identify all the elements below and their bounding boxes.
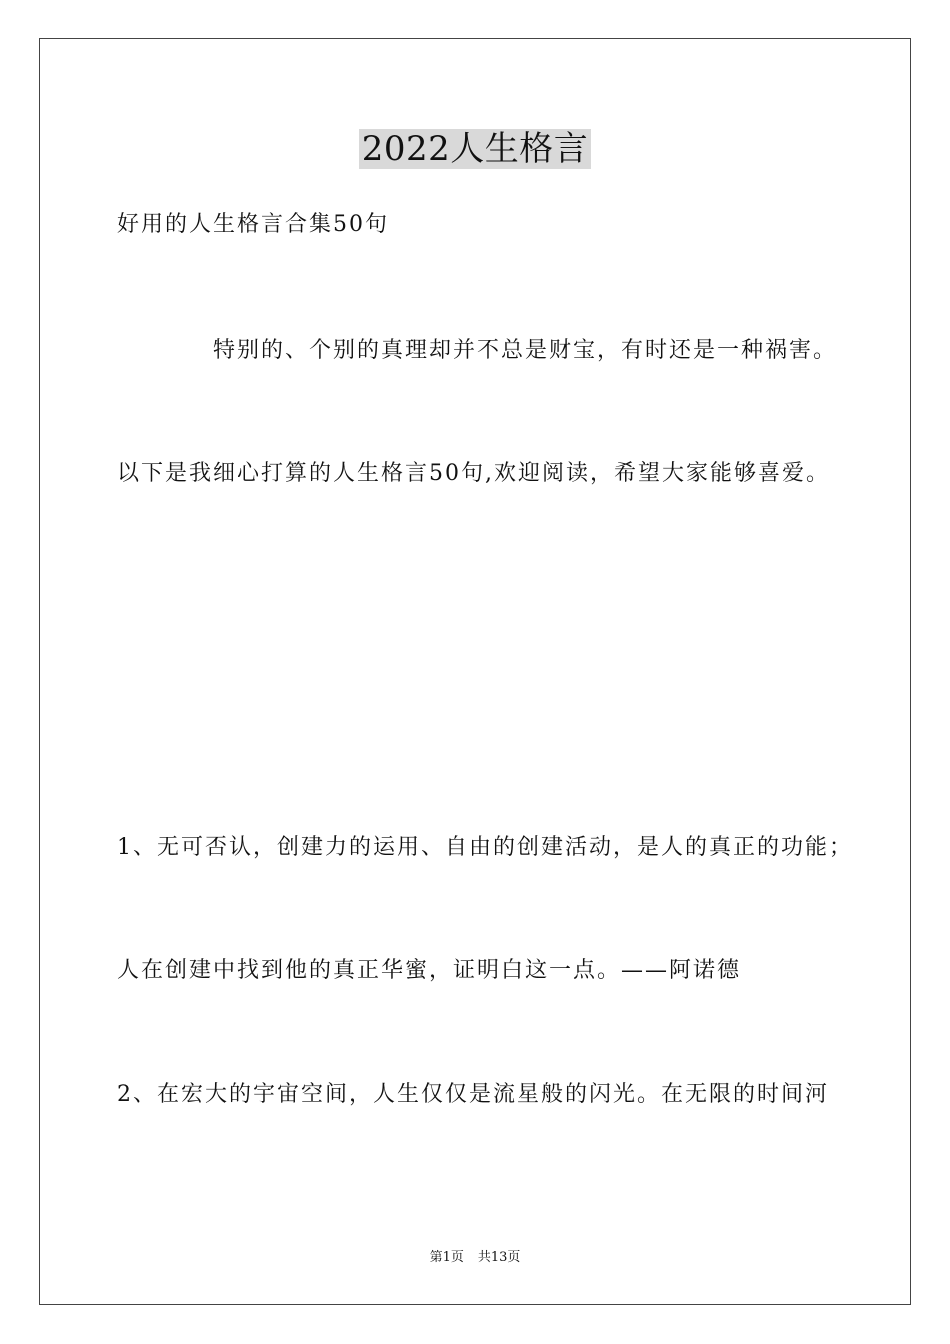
quote-2-line-1: 2、在宏大的宇宙空间，人生仅仅是流星般的闪光。在无限的时间河 [117,1082,829,1107]
page-number: 第1页 [429,1250,464,1265]
subtitle-line: 好用的人生格言合集50句 [117,212,389,237]
quote-1-line-1: 1、无可否认，创建力的运用、自由的创建活动，是人的真正的功能； [117,835,853,860]
page-total: 共13页 [477,1250,521,1265]
intro-quote-line: 特别的、个别的真理却并不总是财宝，有时还是一种祸害。 [213,338,838,363]
quote-1-line-2: 人在创建中找到他的真正华蜜，证明白这一点。——阿诺德 [117,958,742,983]
document-title [0,127,950,171]
page-footer [0,1249,950,1267]
intro-paragraph: 以下是我细心打算的人生格言50句,欢迎阅读，希望大家能够喜爱。 [117,461,830,486]
title-text: 2022人生格言 [359,129,592,169]
